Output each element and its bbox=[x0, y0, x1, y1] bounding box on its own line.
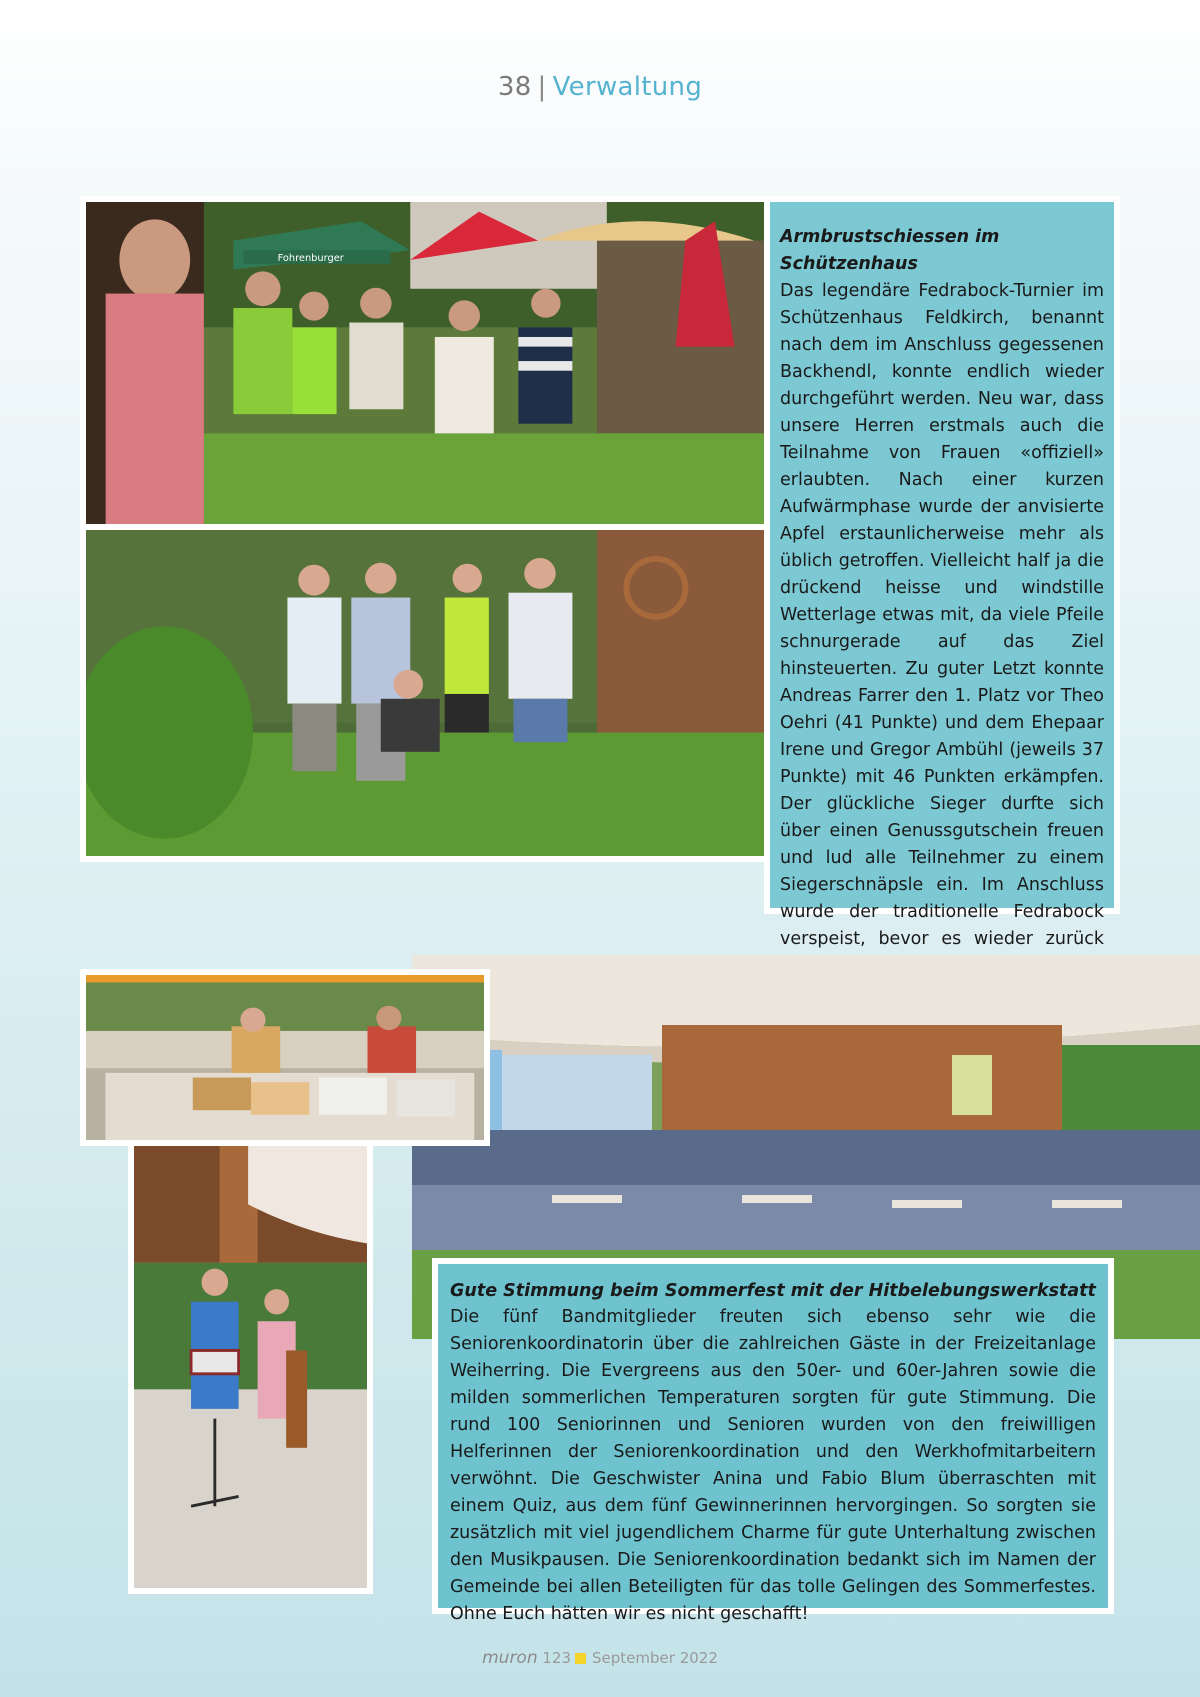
section-title: Verwaltung bbox=[552, 72, 703, 102]
article-crossbow-title: Armbrustschiessen im Schützenhaus bbox=[780, 227, 1000, 274]
issue-date: September 2022 bbox=[592, 1649, 718, 1667]
photo-winners-group bbox=[80, 524, 770, 862]
photo-snack-table bbox=[80, 969, 490, 1146]
article-summer-fest bbox=[432, 1258, 1114, 1624]
article-summer-fest-body: Die fünf Bandmitglieder freuten sich ebenso sehr wie die Seniorenkoordinatorin über die zahlreichen Gäste in der Freizeitanlage Weiherring. Die Evergreens aus den 50er- und 60er-Jahren sowie die milden sommerlichen Temperaturen sorgten für gute Stimmung. Die rund 100 Seniorinnen und Senioren wurden von den freiwilligen Helferinnen der Seniorenkoordination und den Werkhofmitarbeitern verwöhnt. Die Geschwister Anina und Fabio Blum überraschten mit einem Quiz, aus dem fünf Gewinnerinnen hervorgingen. So sorgten sie zusätzlich mit viel jugendlichem Charme für gute Unterhaltung zwischen den Musikpausen. Die Seniorenkoordination bedankt sich im Namen der Gemeinde bei allen Beteiligten für das tolle Gelingen des Sommerfestes. Ohne Euch hätten wir es nicht geschafft! bbox=[450, 1307, 1096, 1624]
page-footer bbox=[0, 1648, 1200, 1668]
photo-band-performer bbox=[128, 1140, 373, 1594]
footer-square-icon bbox=[575, 1653, 586, 1664]
issue-number: 123 bbox=[542, 1649, 572, 1667]
page-header bbox=[0, 72, 1200, 102]
article-crossbow-body: Das legendäre Fedrabock-Turnier im Schützenhaus Feldkirch, benannt nach dem im Anschluss gegessenen Backhendl, konnte endlich wieder durchgeführt werden. Neu war, dass unsere Herren erstmals auch die Teilnahme von Frauen «offiziell» erlaubten. Nach einer kurzen Aufwärmphase wurde der anvisierte Apfel erstaunlicherweise mehr als üblich getroffen. Vielleicht half ja die drückend heisse und windstille Wetterlage etwas mit, da viele Pfeile schnurgerade auf das Ziel hinsteuerten. Zu guter Letzt konnte Andreas Farrer den 1. Platz vor Theo Oehri (41 Punkte) und dem Ehepaar Irene und Gregor Ambühl (jeweils 37 Punkte) mit 46 Punkten erkämpfen. Der glückliche Sieger durfte sich über einen Genussgutschein freuen und lud alle Teilnehmer zu einem Siegerschnäpsle ein. Im Anschluss wurde der traditionelle Fedrabock verspeist, bevor es wieder zurück bbox=[780, 281, 1104, 949]
page-number: 38 bbox=[497, 72, 532, 102]
photo-crossbow-group bbox=[80, 196, 770, 530]
article-crossbow bbox=[764, 196, 1120, 949]
article-summer-fest-title: Gute Stimmung beim Sommerfest mit der Hitbelebungswerkstatt bbox=[450, 1281, 1096, 1301]
umbrella-sign-text: Fohrenburger bbox=[277, 252, 344, 264]
magazine-brand: muron bbox=[482, 1648, 538, 1668]
header-separator: | bbox=[537, 72, 547, 102]
